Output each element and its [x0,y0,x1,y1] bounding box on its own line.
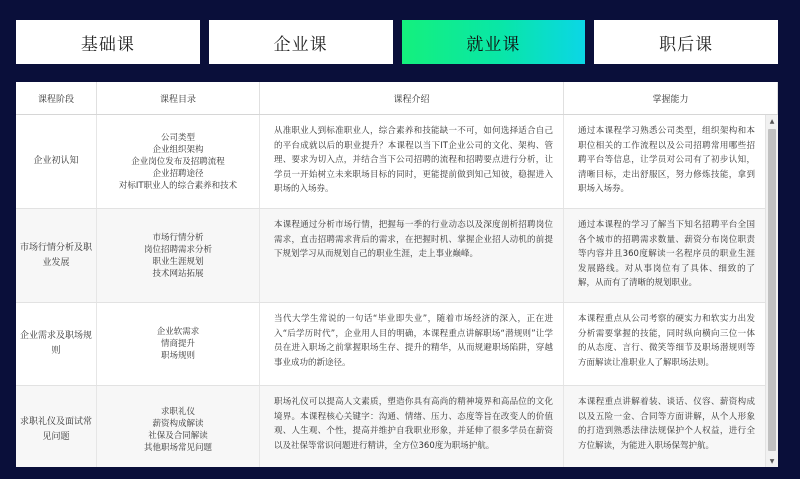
scroll-thumb[interactable] [768,129,776,451]
tab-post-job-course[interactable]: 职后课 [594,20,778,64]
catalog-item: 公司类型 [160,132,195,143]
catalog-item: 企业岗位发布及招聘流程 [131,156,225,167]
row-catalog [97,386,260,467]
header-catalog: 课程目录 [97,82,260,114]
row-catalog [97,303,260,385]
catalog-item: 企业软需求 [156,327,200,337]
catalog-item: 职场规则 [160,351,195,361]
table-row [16,303,766,386]
course-tabs [16,20,778,64]
catalog-item: 对标IT职业人的综合素养和技术 [118,180,238,191]
vertical-scrollbar[interactable] [765,115,778,467]
row-catalog [97,115,260,208]
catalog-item: 企业组织架构 [152,144,204,155]
row-intro: 职场礼仪可以提高人文素质，塑造你具有高尚的精神境界和高品位的文化境界。本课程核心关键字：沟通、情绪、压力、态度等旨在改变人的价值观、人生观、个性，提高并维护自我职业形象，并延伸了很多学员在薪资以及社保等常识问题进行精讲，全方位360度为职场护航。 [260,386,564,467]
row-ability: 通过本课程的学习了解当下知名招聘平台全国各个城市的招聘需求数量、薪资分布岗位职责等内容并且360度解读一名程序员的职业生涯发展路线。对从事岗位有了具体、细致的了解，从而有了清晰的规划职业。 [564,209,766,302]
table-row [16,386,766,467]
row-stage: 企业初认知 [16,115,97,208]
catalog-item: 企业招聘途径 [152,168,204,179]
scroll-down-icon[interactable]: ▼ [769,457,775,465]
row-stage: 市场行情分析及职业发展 [16,209,97,302]
tab-basic-course[interactable]: 基础课 [16,20,200,64]
catalog-item: 情商提升 [160,339,195,349]
catalog-item: 技术网站拓展 [152,268,204,279]
tab-employment-course[interactable]: 就业课 [402,20,586,64]
catalog-item: 岗位招聘需求分析 [143,244,212,255]
catalog-item: 求职礼仪 [160,407,195,417]
row-ability: 本课程重点从公司考察的硬实力和软实力出发分析需要掌握的技能，同时纵向横向三位一体的从态度、言行、微笑等细节及职场潜规则等方面解读让准职业人了解职场法则。 [564,303,766,385]
table-row [16,115,766,209]
catalog-item: 市场行情分析 [152,232,204,243]
row-ability: 本课程重点讲解着装、谈话、仪容、薪资构成以及五险一金、合同等方面讲解，从个人形象的打造到熟悉法律法规保护个人权益，进行全方位解读，为能进入职场保驾护航。 [564,386,766,467]
row-stage: 求职礼仪及面试常见问题 [16,386,97,467]
catalog-item: 其他职场常见问题 [143,443,212,453]
row-intro: 当代大学生常说的一句话“毕业即失业”，随着市场经济的深入，正在进入“后学历时代”，企业用人目的明确，本课程重点讲解职场“潜规则”让学员在进入职场之前掌握职场生存、提升的精华，从而规避职场陷阱，穿越事业成功的新途径。 [260,303,564,385]
row-catalog [97,209,260,302]
scroll-up-icon[interactable]: ▲ [769,117,775,125]
row-intro: 本课程通过分析市场行情，把握每一季的行业动态以及深度剖析招聘岗位需求，直击招聘需求背后的需求，在把握时机、掌握企业招人动机的前提下规划学习从而规划自己的职业生涯，走上事业巅峰。 [260,209,564,302]
row-intro: 从准职业人到标准职业人，综合素养和技能缺一不可，如何选择适合自己的平台成就以后的职业提升？本课程以当下IT企业公司的文化、架构、管理、要求为切入点，并结合当下公司招聘的流程和招聘要点进行分析，让学员一开始树立未来职场目标的同时，更能提前做到知己知彼，稳握进入职场的入场券。 [260,115,564,208]
catalog-item: 薪资构成解读 [152,419,204,429]
table-row [16,209,766,303]
header-ability: 掌握能力 [564,82,778,114]
catalog-item: 社保及合同解读 [148,431,208,441]
course-table [16,82,778,467]
catalog-item: 职业生涯规划 [152,256,204,267]
tab-enterprise-course[interactable]: 企业课 [209,20,393,64]
header-stage: 课程阶段 [16,82,97,114]
row-ability: 通过本课程学习熟悉公司类型，组织架构和本职位相关的工作流程以及公司招聘常用哪些招聘平台等信息，让学员对公司有了初步认知，清晰目标，走出舒服区，努力修炼技能，拿到职场入场券。 [564,115,766,208]
header-intro: 课程介绍 [260,82,564,114]
row-stage: 企业需求及职场规则 [16,303,97,385]
table-header [16,82,778,115]
table-body [16,115,766,467]
